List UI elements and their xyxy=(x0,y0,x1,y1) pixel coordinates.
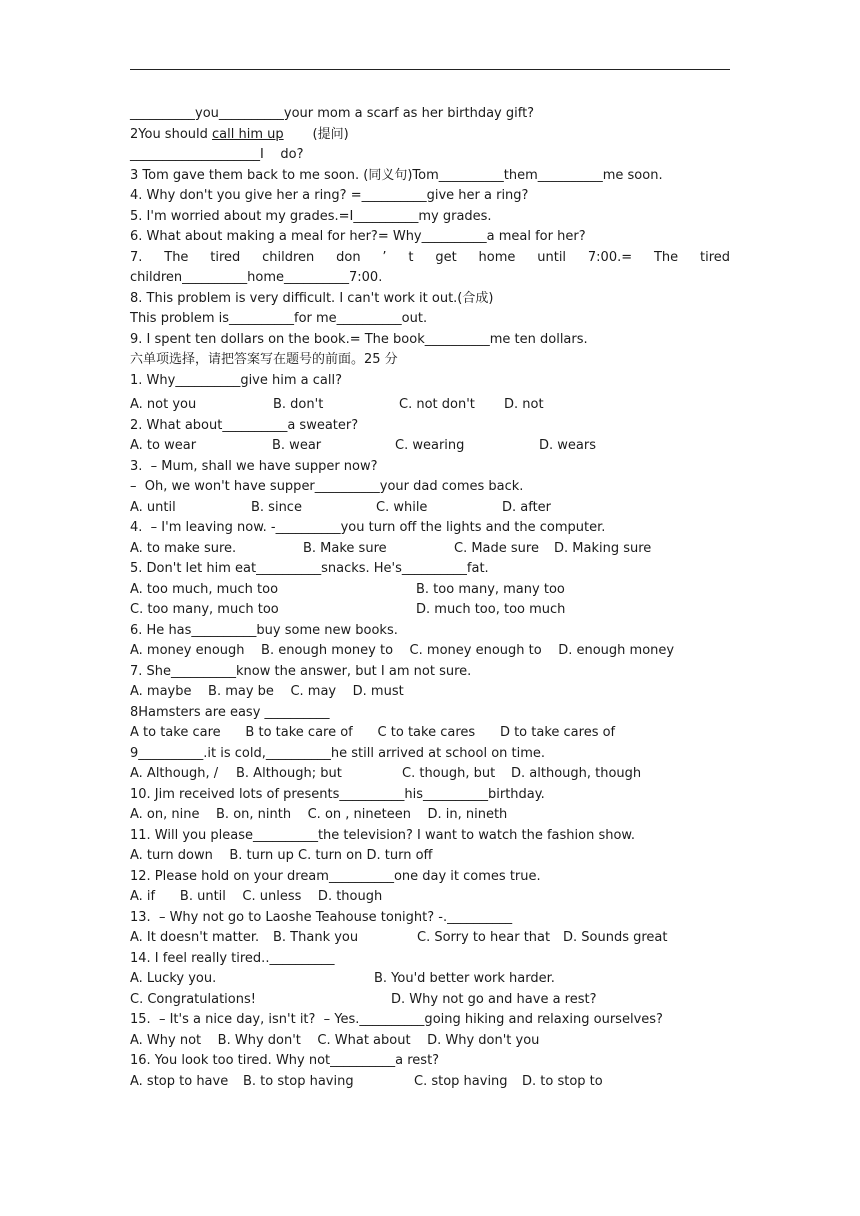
text-line: 9__________.it is cold,__________he still arrived at school on time. xyxy=(130,745,546,761)
text-line: 2. What about__________a sweater? xyxy=(130,417,359,433)
answer-options xyxy=(130,764,730,785)
text-line: A. Why not B. Why don't C. What about D. Why don't you xyxy=(130,1032,540,1048)
option-b: B. wear xyxy=(272,438,322,453)
option-b: B. to stop having xyxy=(243,1073,354,1089)
option-b: B. Although; but xyxy=(236,766,342,781)
text-line xyxy=(130,125,730,146)
text-line: 16. You look too tired. Why not__________a rest? xyxy=(130,1053,440,1068)
option-b: B. too many, many too xyxy=(416,581,565,597)
answer-options xyxy=(130,436,730,457)
option-c: C. not don't xyxy=(399,397,475,412)
text-line: 13. – Why not go to Laoshe Teahouse tonight? -.__________ xyxy=(130,909,513,925)
text-line: 9. I spent ten dollars on the book.= The book__________me ten dollars. xyxy=(130,331,588,347)
text-line: 1. Why__________give him a call? xyxy=(130,372,342,388)
text-line: 10. Jim received lots of presents__________his__________birthday. xyxy=(130,786,545,802)
option-a: A. to make sure. xyxy=(130,540,237,556)
worksheet-body xyxy=(130,104,730,1092)
option-c: C. wearing xyxy=(395,438,465,453)
option-a: A. It doesn't matter. xyxy=(130,930,260,945)
text-line: 8. This problem is very difficult. I can't work it out.(合成) xyxy=(130,290,494,306)
answer-options xyxy=(130,990,730,1011)
answer-options xyxy=(130,928,730,949)
text-line: 5. I'm worried about my grades.=I__________my grades. xyxy=(130,208,492,224)
option-d: D. to stop to xyxy=(522,1073,603,1089)
answer-options xyxy=(130,1072,730,1093)
text-line: A. on, nine B. on, ninth C. on , nineteen D. in, nineth xyxy=(130,807,508,822)
answer-options xyxy=(130,969,730,990)
underlined-phrase: call him up xyxy=(212,126,284,142)
text-line: ____________________I do? xyxy=(130,147,304,162)
option-c: C. stop having xyxy=(414,1073,508,1089)
option-b: B. since xyxy=(251,499,302,515)
option-d: D. Making sure xyxy=(554,540,652,556)
text-line: 3 Tom gave them back to me soon. (同义句)Tom__________them__________me soon. xyxy=(130,167,663,183)
text-line: children__________home__________7:00. xyxy=(130,270,383,285)
option-a: A. to wear xyxy=(130,438,197,453)
option-a: A. stop to have xyxy=(130,1073,229,1089)
text-line: 8Hamsters are easy __________ xyxy=(130,704,330,720)
text-line: A. turn down B. turn up C. turn on D. turn off xyxy=(130,848,433,863)
text-line: 4. Why don't you give her a ring? =__________give her a ring? xyxy=(130,188,529,203)
text-line: A. if B. until C. unless D. though xyxy=(130,889,383,904)
text-line: 14. I feel really tired..__________ xyxy=(130,950,335,966)
option-d: D. not xyxy=(504,397,544,412)
option-a: A. until xyxy=(130,499,176,515)
option-d: D. although, though xyxy=(511,766,642,781)
option-c: C. while xyxy=(376,499,428,515)
option-c: C. Sorry to hear that xyxy=(417,930,551,945)
text-line: 6. What about making a meal for her?= Why__________a meal for her? xyxy=(130,229,586,244)
text-prefix: 2You should xyxy=(130,126,213,142)
option-b: D. much too, too much xyxy=(416,602,566,617)
answer-options xyxy=(130,580,730,601)
text-line: A. maybe B. may be C. may D. must xyxy=(130,684,404,699)
option-d: D. after xyxy=(502,499,552,515)
option-d: D. Sounds great xyxy=(563,930,668,945)
option-a: C. too many, much too xyxy=(130,602,279,617)
header-rule xyxy=(130,69,730,70)
option-a: A. Lucky you. xyxy=(130,971,217,986)
text-line: This problem is__________for me__________out. xyxy=(130,311,428,326)
answer-options xyxy=(130,539,730,560)
text-line: A. money enough B. enough money to C. money enough to D. enough money xyxy=(130,643,675,658)
answer-options xyxy=(130,498,730,519)
option-c: C. though, but xyxy=(402,766,496,781)
text-line: 7. The tired children don ’ t get home until 7:00.= The tired xyxy=(130,249,730,265)
text-line: 5. Don't let him eat__________snacks. He's__________fat. xyxy=(130,561,489,576)
text-line: 4. – I'm leaving now. -__________you turn off the lights and the computer. xyxy=(130,520,606,535)
text-line: 六单项选择，请把答案写在题号的前面。25 分 xyxy=(130,352,398,367)
answer-options xyxy=(130,600,730,621)
option-a: A. too much, much too xyxy=(130,581,279,597)
text-line: 12. Please hold on your dream__________one day it comes true. xyxy=(130,868,541,884)
option-b: B. don't xyxy=(273,397,324,412)
option-c: C. Made sure xyxy=(454,540,539,556)
text-line: 11. Will you please__________the television? I want to watch the fashion show. xyxy=(130,827,635,843)
option-a: A. Although, / xyxy=(130,766,219,781)
text-line: 6. He has__________buy some new books. xyxy=(130,622,398,638)
answer-options xyxy=(130,395,730,416)
text-line: 3. – Mum, shall we have supper now? xyxy=(130,458,378,474)
text-line: – Oh, we won't have supper__________your dad comes back. xyxy=(130,479,524,494)
option-a: A. not you xyxy=(130,397,197,412)
text-line: A to take care B to take care of C to take cares D to take cares of xyxy=(130,725,616,740)
text-suffix: (提问) xyxy=(283,126,349,142)
text-line: 7. She__________know the answer, but I am not sure. xyxy=(130,663,472,679)
text-line: __________you__________your mom a scarf as her birthday gift? xyxy=(130,106,535,121)
option-b: B. Thank you xyxy=(273,930,359,945)
option-b: B. You'd better work harder. xyxy=(374,971,555,986)
option-b: D. Why not go and have a rest? xyxy=(391,991,597,1007)
option-d: D. wears xyxy=(539,438,596,453)
text-line: 15. – It's a nice day, isn't it? – Yes.__________going hiking and relaxing ourselves? xyxy=(130,1012,663,1027)
option-b: B. Make sure xyxy=(303,540,387,556)
option-a: C. Congratulations! xyxy=(130,991,256,1007)
